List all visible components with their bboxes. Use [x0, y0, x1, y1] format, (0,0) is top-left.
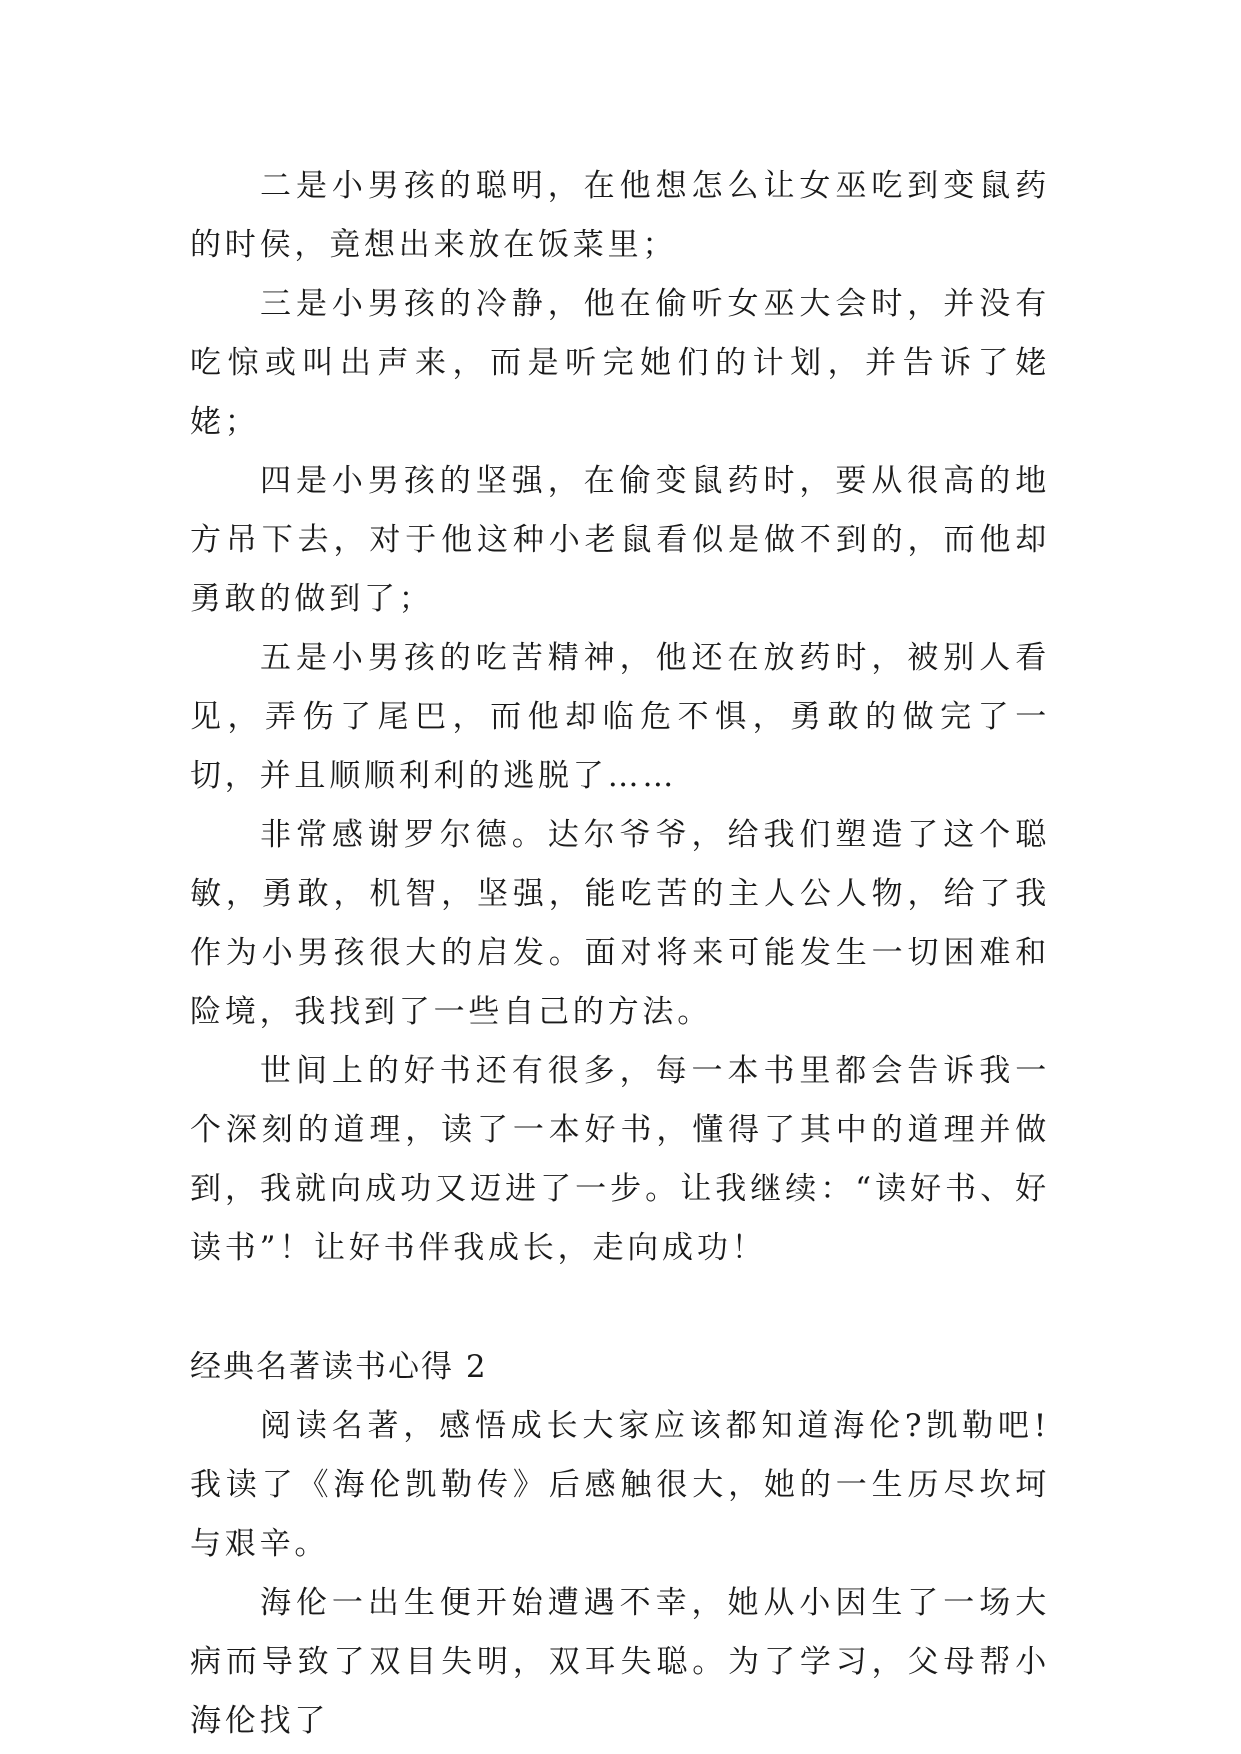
paragraph: 三是小男孩的冷静，他在偷听女巫大会时，并没有吃惊或叫出声来，而是听完她们的计划，并告诉了姥姥；	[190, 286, 1050, 440]
paragraph: 二是小男孩的聪明，在他想怎么让女巫吃到变鼠药的时侯，竟想出来放在饭菜里；	[190, 168, 1050, 263]
section-spacer	[190, 1278, 1050, 1338]
document-body	[190, 157, 1050, 1751]
paragraph: 五是小男孩的吃苦精神，他还在放药时，被别人看见，弄伤了尾巴，而他却临危不惧，勇敢的做完了一切，并且顺顺利利的逃脱了……	[190, 640, 1050, 794]
paragraph: 阅读名著，感悟成长大家应该都知道海伦?凯勒吧!我读了《海伦凯勒传》后感触很大，她的一生历尽坎坷与艰辛。	[190, 1408, 1050, 1562]
section-heading: 经典名著读书心得 2	[190, 1349, 488, 1385]
paragraph: 海伦一出生便开始遭遇不幸，她从小因生了一场大病而导致了双目失明，双耳失聪。为了学习，父母帮小海伦找了	[190, 1585, 1050, 1739]
paragraph: 非常感谢罗尔德。达尔爷爷，给我们塑造了这个聪敏，勇敢，机智，坚强，能吃苦的主人公人物，给了我作为小男孩很大的启发。面对将来可能发生一切困难和险境，我找到了一些自己的方法。	[190, 817, 1050, 1030]
paragraph: 四是小男孩的坚强，在偷变鼠药时，要从很高的地方吊下去，对于他这种小老鼠看似是做不到的，而他却勇敢的做到了；	[190, 463, 1050, 617]
paragraph: 世间上的好书还有很多，每一本书里都会告诉我一个深刻的道理，读了一本好书，懂得了其中的道理并做到，我就向成功又迈进了一步。让我继续：“读好书、好读书”！让好书伴我成长，走向成功！	[190, 1053, 1050, 1266]
